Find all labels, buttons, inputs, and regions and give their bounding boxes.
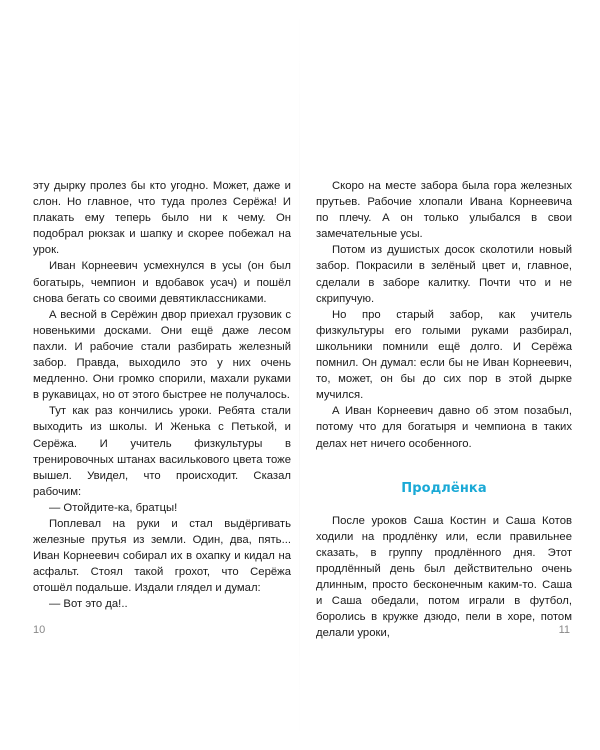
paragraph: Тут как раз кончились уроки. Ребята стали выходить из школы. И Женька с Петькой, и Серёжа. И учитель физкультуры в тренировочных штанах василькового цвета тоже вышел. Увидел, что происходит. Сказал рабочим: — [33, 405, 291, 498]
paragraph: После уроков Саша Костин и Саша Котов ходили на продлёнку или, если правильнее сказать, в группу продлённого дня. Этот продлённый день был действительно очень длинным, просто бесконечным каким-то. Саша и Саша обедали, потом играли в футбол, боролись в кружке дзюдо, пели в хоре, потом делали уроки, — [316, 514, 572, 640]
page-number-left: 10 — [33, 624, 46, 636]
right-text-column — [316, 178, 572, 641]
right-page — [300, 0, 600, 750]
paragraph: А Иван Корнеевич давно об этом позабыл, потому что для богатыря и чемпиона в таких делах нет ничего особенного. — [316, 405, 572, 450]
left-text-column — [33, 178, 291, 613]
paragraph: Скоро на месте забора была гора железных прутьев. Рабочие хлопали Ивана Корнеевича по плечу. А он только улыбался в свои замечательные усы. — [316, 180, 572, 241]
paragraph: эту дырку пролез бы кто угодно. Может, даже и слон. Но главное, что туда пролез Серёжа! И плакать ему теперь было ни к чему. Он подобрал рюкзак и шапку и скорее побежал на урок. — [33, 180, 291, 257]
paragraph: Потом из душистых досок сколотили новый забор. Покрасили в зелёный цвет и, главное, сделали в заборе калитку. Почти что и не скрипучую. — [316, 244, 572, 305]
paragraph: Поплевал на руки и стал выдёргивать железные прутья из земли. Один, два, пять... Иван Корнеевич собирал их в охапку и кидал на асфальт. Стоял такой грохот, что Серёжа отошёл подальше. Издали глядел и думал: — [33, 517, 291, 595]
dialogue-line: — Вот это да!.. — [49, 598, 128, 611]
paragraph: А весной в Серёжин двор приехал грузовик с новенькими досками. Они ещё даже лесом пахли. И рабочие стали разбирать железный забор. Правда, выходило это у них очень медленно. Они громко спорили, махали руками в рукавицах, но от этого быстрее не получалось. — [33, 308, 291, 402]
page-number-right: 11 — [558, 624, 570, 636]
paragraph: Иван Корнеевич усмехнулся в усы (он был богатырь, чемпион и вдобавок усач) и пошёл снова бегать со своими девятиклассниками. — [33, 260, 291, 305]
dialogue-line: — Отойдите-ка, братцы! — [49, 501, 178, 514]
section-title: Продлёнка — [401, 480, 487, 496]
paragraph: Но про старый забор, как учитель физкультуры его голыми руками разбирал, школьники помнили ещё долго. И Серёжа помнил. Он думал: если бы не Иван Корнеевич, то, может, он бы до сих пор в этой дырке мучился. — [316, 308, 572, 402]
